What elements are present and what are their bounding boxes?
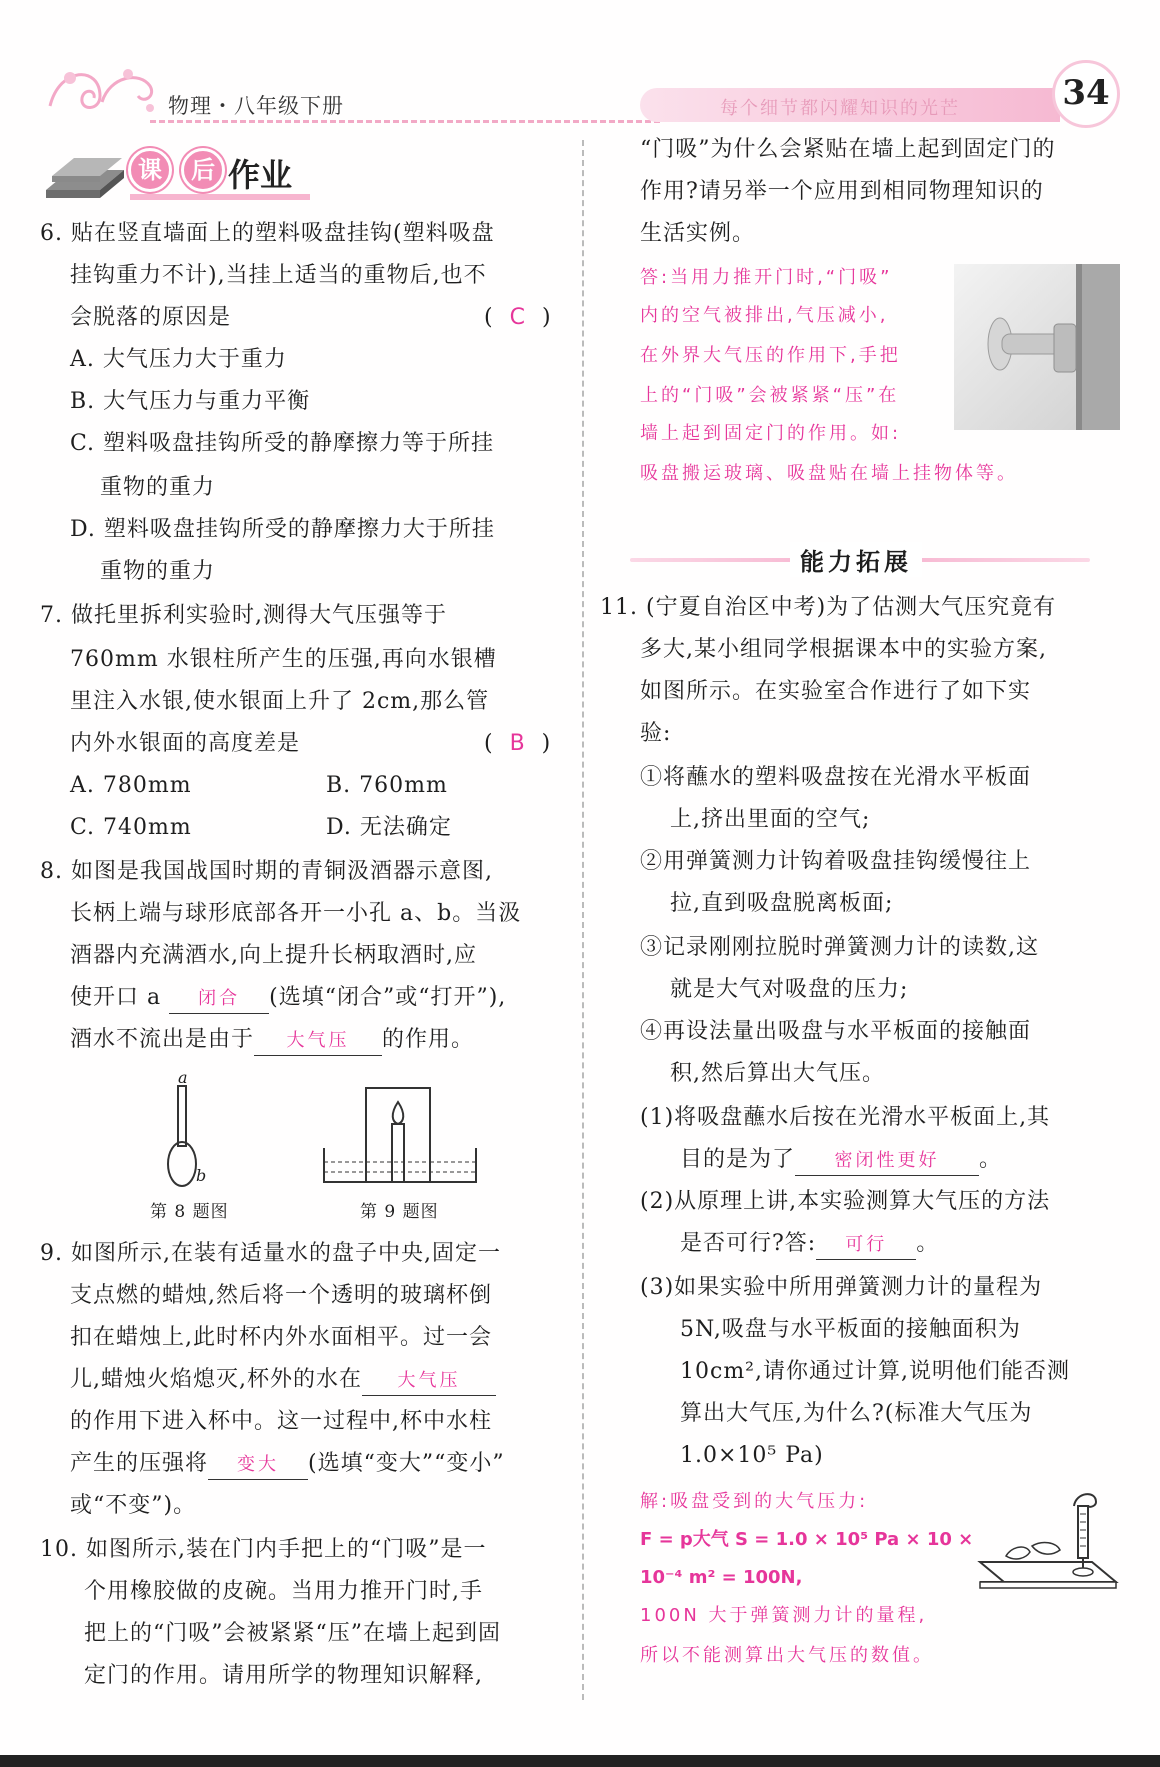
- q11-part-2b: [680, 1230, 939, 1260]
- q6-line-1: 6. 贴在竖直墙面上的塑料吸盘挂钩(塑料吸盘: [40, 221, 495, 246]
- q9-line-3: 扣在蜡烛上,此时杯内外水面相平。过一会: [70, 1325, 492, 1350]
- bottom-bar: [0, 1755, 1160, 1767]
- q6-answer: C: [509, 305, 526, 330]
- q11-solution-4: 100N 大于弹簧测力计的量程,: [640, 1605, 928, 1626]
- q7-line-2: 760mm 水银柱所产生的压强,再向水银槽: [70, 647, 497, 672]
- q8-line-1: 8. 如图是我国战国时期的青铜汲酒器示意图,: [40, 859, 493, 884]
- candle-cup-figure: [320, 1082, 480, 1184]
- spring-scale-figure: [976, 1486, 1122, 1602]
- q10-answer-1: 答:当用力推开门时,“门吸”: [640, 267, 893, 288]
- q11-part-3a: (3)如果实验中所用弹簧测力计的量程为: [640, 1275, 1043, 1300]
- q6-option-a: A. 大气压力大于重力: [70, 347, 287, 372]
- q8-blank-2: 大气压: [254, 1027, 382, 1056]
- q7-option-d: D. 无法确定: [326, 815, 452, 840]
- section-char-1: 课: [128, 148, 172, 192]
- q9-blank-2: 变大: [208, 1451, 308, 1480]
- page-number: 34: [1052, 60, 1120, 128]
- q11-part-2b-end: 。: [916, 1231, 940, 1256]
- q9-line-6-a: 产生的压强将: [70, 1451, 209, 1476]
- section-badge: [128, 148, 225, 192]
- header-motto: 每个细节都闪耀知识的光芒: [720, 98, 960, 119]
- q6-option-c: C. 塑料吸盘挂钩所受的静摩擦力等于所挂: [70, 431, 495, 456]
- q8-blank-1: 闭合: [169, 985, 269, 1014]
- q6-line-3: 会脱落的原因是: [70, 305, 232, 330]
- q11-solution-3: 10⁻⁴ m² = 100N,: [640, 1567, 803, 1588]
- ability-title: 能力拓展: [790, 542, 922, 577]
- q10-line-3: 把上的“门吸”会被紧紧“压”在墙上起到固: [84, 1621, 501, 1646]
- book-title: 物理・八年级下册: [168, 94, 344, 118]
- q11-part-1b-text: 目的是为了: [680, 1147, 796, 1172]
- q10-right-line-3: 生活实例。: [640, 221, 756, 246]
- q11-part-2a: (2)从原理上讲,本实验测算大气压的方法: [640, 1189, 1051, 1214]
- q10-answer-2: 内的空气被排出,气压减小,: [640, 305, 889, 326]
- q11-line-2: 多大,某小组同学根据课本中的实验方案,: [640, 637, 1047, 662]
- q11-step-3b: 就是大气对吸盘的压力;: [670, 977, 909, 1002]
- q8-line-4-a: 使开口 a: [70, 985, 162, 1010]
- q10-line-2: 个用橡胶做的皮碗。当用力推开门时,手: [84, 1579, 483, 1604]
- q10-answer-4: 上的“门吸”会被紧紧“压”在: [640, 385, 900, 406]
- q11-line-4: 验:: [640, 721, 672, 746]
- q7-option-c: C. 740mm: [70, 815, 192, 840]
- q11-part-3e: 1.0×10⁵ Pa): [680, 1443, 824, 1468]
- q9-line-4-a: 儿,蜡烛火焰熄灭,杯外的水在: [70, 1367, 362, 1392]
- label-a: a: [178, 1068, 189, 1087]
- q11-part-1a: (1)将吸盘蘸水后按在光滑水平板面上,其: [640, 1105, 1051, 1130]
- q11-step-2b: 拉,直到吸盘脱离板面;: [670, 891, 894, 916]
- q11-step-3a: ③记录刚刚拉脱时弹簧测力计的读数,这: [640, 935, 1039, 960]
- figure-8-caption: 第 8 题图: [150, 1202, 229, 1222]
- q8-line-4: [70, 984, 506, 1014]
- q7-option-a: A. 780mm: [70, 773, 192, 798]
- q11-solution-1: 解:吸盘受到的大气压力:: [640, 1491, 869, 1512]
- q11-part-1b: [680, 1146, 1002, 1176]
- q11-part-2b-text: 是否可行?答:: [680, 1231, 817, 1256]
- q6-option-d-cont: 重物的重力: [100, 559, 216, 584]
- q6-line-2: 挂钩重力不计),当挂上适当的重物后,也不: [70, 263, 487, 288]
- q9-line-5: 的作用下进入杯中。这一过程中,杯中水柱: [70, 1409, 492, 1434]
- q11-line-3: 如图所示。在实验室合作进行了如下实: [640, 679, 1032, 704]
- q11-step-1b: 上,挤出里面的空气;: [670, 807, 871, 832]
- q9-line-6-b: (选填“变大”“变小”: [308, 1451, 505, 1476]
- q7-answer-bracket: ( B ): [484, 731, 552, 756]
- q10-right-line-2: 作用?请另举一个应用到相同物理知识的: [640, 179, 1044, 204]
- book-stack-icon: [40, 140, 130, 204]
- q9-line-2: 支点燃的蜡烛,然后将一个透明的玻璃杯倒: [70, 1283, 492, 1308]
- q11-step-1a: ①将蘸水的塑料吸盘按在光滑水平板面: [640, 765, 1032, 790]
- q11-blank-2: 可行: [816, 1231, 916, 1260]
- q7-line-1: 7. 做托里拆利实验时,测得大气压强等于: [40, 603, 447, 628]
- q9-line-6: [70, 1450, 505, 1480]
- label-b: b: [196, 1166, 208, 1185]
- q10-answer-3: 在外界大气压的作用下,手把: [640, 345, 901, 366]
- q11-part-1b-end: 。: [979, 1147, 1003, 1172]
- q11-solution-5: 所以不能测算出大气压的数值。: [640, 1645, 934, 1666]
- q7-answer: B: [509, 731, 526, 756]
- section-title: 作业: [228, 156, 293, 194]
- column-divider: [582, 140, 584, 1700]
- q11-blank-1: 密闭性更好: [795, 1147, 979, 1176]
- q7-line-4: 内外水银面的高度差是: [70, 731, 301, 756]
- q11-part-3b: 5N,吸盘与水平板面的接触面积为: [680, 1317, 1021, 1342]
- door-stopper-photo: [954, 264, 1120, 430]
- q11-line-1: 11. (宁夏自治区中考)为了估测大气压究竟有: [600, 595, 1057, 620]
- q11-step-2a: ②用弹簧测力计钩着吸盘挂钩缓慢往上: [640, 849, 1032, 874]
- q11-part-3c: 10cm²,请你通过计算,说明他们能否测: [680, 1359, 1070, 1384]
- q10-answer-6: 吸盘搬运玻璃、吸盘贴在墙上挂物体等。: [640, 463, 1018, 484]
- q7-option-b: B. 760mm: [326, 773, 448, 798]
- q7-line-3: 里注入水银,使水银面上升了 2cm,那么管: [70, 689, 490, 714]
- q6-option-d: D. 塑料吸盘挂钩所受的静摩擦力大于所挂: [70, 517, 495, 542]
- q6-option-c-cont: 重物的重力: [100, 475, 216, 500]
- header-divider: [150, 120, 660, 123]
- q9-line-1: 9. 如图所示,在装有适量水的盘子中央,固定一: [40, 1241, 501, 1266]
- q11-step-4a: ④再设法量出吸盘与水平板面的接触面: [640, 1019, 1032, 1044]
- q8-line-4-b: (选填“闭合”或“打开”),: [269, 985, 507, 1010]
- q10-line-4: 定门的作用。请用所学的物理知识解释,: [84, 1663, 483, 1688]
- q11-solution-2: F = p大气 S = 1.0 × 10⁵ Pa × 10 ×: [640, 1529, 974, 1550]
- q10-line-1: 10. 如图所示,装在门内手把上的“门吸”是一: [40, 1537, 487, 1562]
- q8-line-3: 酒器内充满酒水,向上提升长柄取酒时,应: [70, 943, 477, 968]
- q11-step-4b: 积,然后算出大气压。: [670, 1061, 885, 1086]
- q8-line-5-a: 酒水不流出是由于: [70, 1027, 255, 1052]
- figure-9-caption: 第 9 题图: [360, 1202, 439, 1222]
- section-char-2: 后: [181, 148, 225, 192]
- q6-option-b: B. 大气压力与重力平衡: [70, 389, 311, 414]
- q11-part-3d: 算出大气压,为什么?(标准大气压为: [680, 1401, 1033, 1426]
- q9-line-4: [70, 1366, 496, 1396]
- q10-right-line-1: “门吸”为什么会紧贴在墙上起到固定门的: [640, 137, 1056, 162]
- floral-ornament: [40, 56, 160, 120]
- q8-line-5: [70, 1026, 474, 1056]
- q8-line-5-b: 的作用。: [382, 1027, 475, 1052]
- q6-answer-bracket: ( C ): [484, 305, 552, 330]
- q9-line-7: 或“不变”)。: [70, 1493, 197, 1518]
- q10-answer-5: 墙上起到固定门的作用。如:: [640, 423, 902, 444]
- q8-line-2: 长柄上端与球形底部各开一小孔 a、b。当汲: [70, 901, 522, 926]
- q9-blank-1: 大气压: [362, 1367, 496, 1396]
